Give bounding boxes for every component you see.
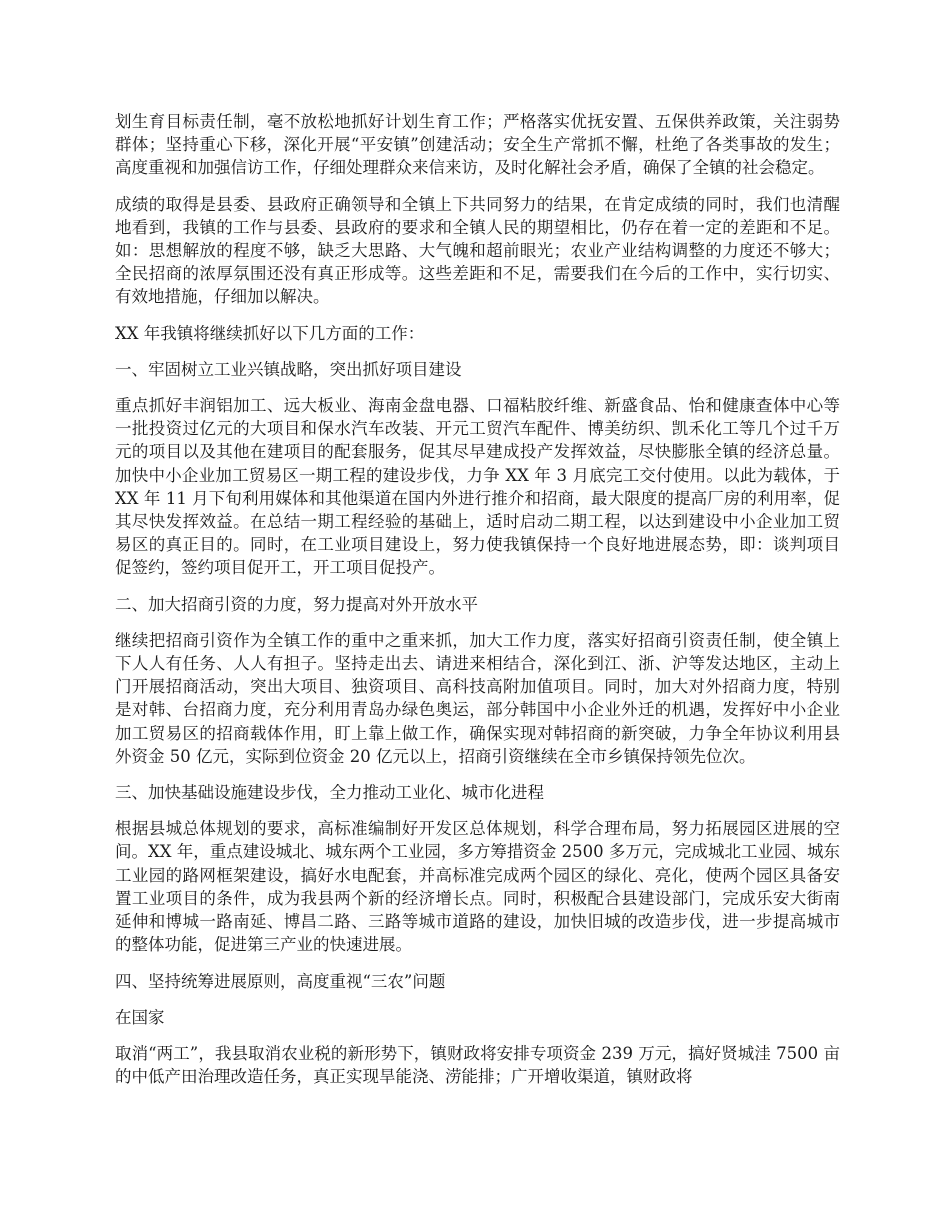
- paragraph-infrastructure: 根据县城总体规划的要求，高标准编制好开发区总体规划，科学合理布局，努力拓展园区进展的空间。XX 年，重点建设城北、城东两个工业园，多方筹措资金 2500 多万元，完成城北工业园、城东工业园的路网框架建设，搞好水电配套，并高标准完成两个园区的绿化、亮化，使两个园区具备安置工业项目的条件，成为我县两个新的经济增长点。同时，积极配合县建设部门，完成乐安大街南延伸和博城一路南延、博昌二路、三路等城市道路的建设，加快旧城的改造步伐，进一步提高城市的整体功能，促进第三产业的快速进展。: [115, 819, 840, 955]
- section-heading-infrastructure: 三、加快基础设施建设步伐，全力推动工业化、城市化进程: [115, 783, 544, 803]
- paragraph-industry-projects: 重点抓好丰润铝加工、远大板业、海南金盘电器、口福粘胶纤维、新盛食品、怡和健康查体中心等一批投资过亿元的大项目和保水汽车改装、开元工贸汽车配件、博美纺织、凯禾化工等几个过千万元的项目以及其他在建项目的配套服务，促其尽早建成投产发挥效益，尽快膨胀全镇的经济总量。加快中小企业加工贸易区一期工程的建设步伐，力争 XX 年 3 月底完工交付使用。以此为载体，于 XX 年 11 月下旬利用媒体和其他渠道在国内外进行推介和招商，最大限度的提高厂房的利用率，促其尽快发挥效益。在总结一期工程经验的基础上，适时启动二期工程，以达到建设中小企业加工贸易区的真正目的。同时，在工业项目建设上，努力使我镇保持一个良好地进展态势，即：谈判项目促签约，签约项目促开工，开工项目促投产。: [115, 396, 840, 578]
- paragraph-stability-summary: 划生育目标责任制，毫不放松地抓好计划生育工作；严格落实优抚安置、五保供养政策，关注弱势群体；坚持重心下移，深化开展“平安镇”创建活动；安全生产常抓不懈，杜绝了各类事故的发生；高度重视和加强信访工作，仔细处理群众来信来访，及时化解社会矛盾，确保了全镇的社会稳定。: [115, 112, 840, 178]
- paragraph-work-intro: XX 年我镇将继续抓好以下几方面的工作：: [115, 323, 425, 343]
- paragraph-agriculture: 取消“两工”，我县取消农业税的新形势下，镇财政将安排专项资金 239 万元，搞好贤城洼 7500 亩的中低产田治理改造任务，真正实现旱能浇、涝能排；广开增收渠道，镇财政将: [115, 1043, 840, 1087]
- paragraph-shortcomings: 成绩的取得是县委、县政府正确领导和全镇上下共同努力的结果，在肯定成绩的同时，我们也清醒地看到，我镇的工作与县委、县政府的要求和全镇人民的期望相比，仍存在着一定的差距和不足。如：思想解放的程度不够，缺乏大思路、大气魄和超前眼光；农业产业结构调整的力度还不够大；全民招商的浓厚氛围还没有真正形成等。这些差距和不足，需要我们在今后的工作中，实行切实、有效地措施，仔细加以解决。: [115, 194, 840, 307]
- paragraph-fragment: 在国家: [115, 1007, 165, 1027]
- section-heading-investment: 二、加大招商引资的力度，努力提高对外开放水平: [115, 594, 478, 614]
- section-heading-agriculture: 四、坚持统筹进展原则，高度重视“三农”问题: [115, 971, 446, 991]
- document-page: [115, 110, 840, 1101]
- section-heading-industry: 一、牢固树立工业兴镇战略，突出抓好项目建设: [115, 359, 462, 379]
- paragraph-investment: 继续把招商引资作为全镇工作的重中之重来抓，加大工作力度，落实好招商引资责任制，使全镇上下人人有任务、人人有担子。坚持走出去、请进来相结合，深化到江、浙、沪等发达地区，主动上门开展招商活动，突出大项目、独资项目、高科技高附加值项目。同时，加大对外招商力度，特别是对韩、台招商力度，充分利用青岛办绿色奥运，部分韩国中小企业外迁的机遇，发挥好中小企业加工贸易区的招商载体作用，盯上靠上做工作，确保实现对韩招商的新突破，力争全年协议利用县外资金 50 亿元，实际到位资金 20 亿元以上，招商引资继续在全市乡镇保持领先位次。: [115, 630, 840, 766]
